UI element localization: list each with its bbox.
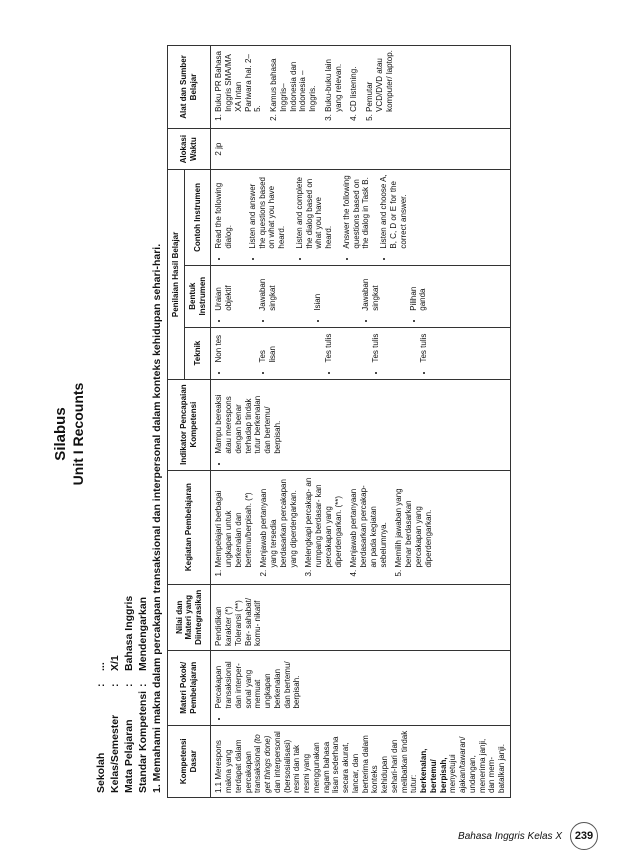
cell-bentuk: • Uraian objektif • Jawaban singkat • Isian • Jawaban singkat • Pilihan ganda (211, 265, 511, 327)
header-materi: Materi Pokok/ Pembelajaran (168, 650, 211, 725)
cell-alat (211, 46, 511, 129)
meta-row-mapel: Mata Pelajaran:Bahasa Inggris (123, 595, 135, 793)
header-kegiatan: Kegiatan Pembelajaran (168, 470, 211, 584)
header-alokasi: Alokasi Waktu (168, 128, 211, 169)
header-teknik: Teknik (184, 327, 211, 379)
table-row (211, 46, 511, 798)
page-number-badge: 239 (570, 822, 598, 850)
header-nilai: Nilai dan Materi yang Diintegrasikan (168, 584, 211, 650)
meta-row-kelas: Kelas/Semester:X/1 (109, 655, 121, 793)
page-title: Silabus (52, 407, 69, 461)
list-item: 5. Memilih jawaban yang benar berdasarkan percakapan yang diperdengarkan. (394, 475, 433, 568)
list-item: 2. Kamus bahasa Inggris– Indonesia dan Indonesia –Inggris. (269, 50, 318, 112)
cell-kompetensi-dasar: 1.1 Merespons makna yang terdapat dalam percakapan transaksional (to get things done) dan interpersonal (bersosialisasi) resmi dan tak resmi yang menggunakan ragam bahasa lisan sederhana secara akurat, lancar, dan berterima dalam konteks kehidupan sehari-hari dan melibatkan tindak tutur: berkenalan, bertemu/ berpisah, menyetujui ajakan/tawaran/ undangan, menerima janji, dan mem- batalkan janji. (211, 725, 511, 797)
meta-row-standar: Standar Kompetensi:Mendengarkan (137, 596, 149, 793)
syllabus-table (167, 45, 511, 798)
list-item: 1. Mempelajari berbagai ungkapan untuk berkenalan dan bertemu/berpisah. (*) (214, 475, 253, 568)
competency-standard: 1. Memahami makna dalam percakapan transaksional dan interpersonal dalam konteks kehidupan sehari-hari. (151, 243, 163, 793)
header-bentuk: Bentuk Instrumen (184, 265, 211, 327)
list-item: 4. CD listening. (349, 50, 359, 112)
page-subtitle: Unit I Recounts (70, 382, 86, 486)
meta-row-sekolah: Sekolah:... (95, 662, 107, 793)
header-indikator: Indikator Pencapaian Kompetensi (168, 379, 211, 470)
list-item: 3. Buku-buku lain yang relevan. (324, 50, 344, 112)
list-item: 1. Buku PR Bahasa Inggris SMA/MA XA Intan Pariwara hal. 2–5. (214, 50, 263, 112)
cell-contoh: • Read the following dialog. • Listen and answer the questions based on what you have heard. • Listen and complete the dialog based on what you have heard. • Answer the following questions based on the dialog in Task B. • Listen and choose A, B, C, D or E for the correct answer. (211, 170, 511, 265)
list-item: 4. Menjawab pertanyaan berdasarkan percakap- an pada kegiatan sebelumnya. (349, 475, 388, 568)
cell-indikator: • Mampu bereaksi atau merespons dengan benar terhadap tindak tutur berkenalan dan bertemu/ berpisah. (211, 379, 511, 470)
page-footer (458, 822, 598, 850)
header-penilaian: Penilaian Hasil Belajar (168, 170, 185, 379)
cell-materi: • Percakapan transaksional dan interper- sonal yang memuat ungkapan berkenalan dan bertemu/ berpisah. (211, 650, 511, 725)
header-contoh: Contoh Instrumen (184, 170, 211, 265)
header-alat: Alat dan Sumber Belajar (168, 46, 211, 129)
cell-teknik: • Non tes • Tes lisan • Tes tulis • Tes tulis • Tes tulis (211, 327, 511, 379)
cell-nilai: Pendidikan karakter (*) Toleransi (**) Ber- sahabat/ komu- nikatif (211, 584, 511, 650)
list-item: 5. Pemutar VCD/DVD atau komputer/ laptop. (365, 50, 394, 112)
header-kompetensi-dasar: Kompetensi Dasar (168, 725, 211, 797)
list-item: 3. Melengkapi percakap- an rumpang berdasar- kan percakapan yang diperdengarkan. (**) (304, 475, 343, 568)
footer-book-title: Bahasa Inggris Kelas X (458, 830, 562, 842)
cell-kegiatan (211, 470, 511, 584)
list-item: 2. Menjawab pertanyaan yang tersedia berdasarkan percakapan yang diperdengarkan. (259, 475, 298, 568)
cell-alokasi: 2 jp (211, 128, 511, 169)
